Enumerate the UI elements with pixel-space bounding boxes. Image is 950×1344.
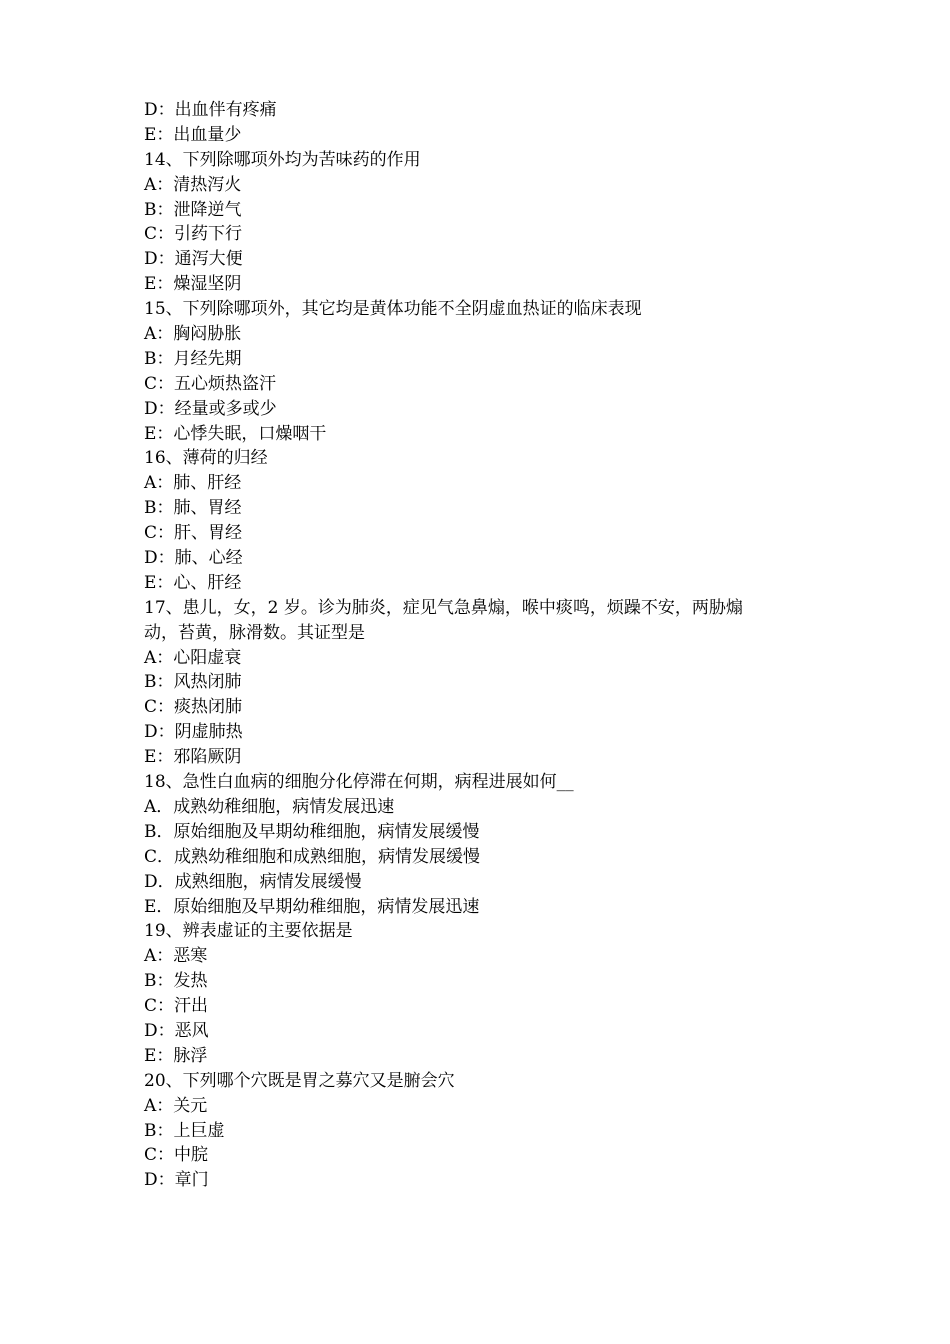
option-line: D：出血伴有疼痛 bbox=[144, 100, 277, 120]
option-line: D：肺、心经 bbox=[144, 548, 243, 569]
option-line: C．成熟幼稚细胞和成熟细胞，病情发展缓慢 bbox=[144, 846, 481, 867]
option-line: B：风热闭肺 bbox=[144, 672, 242, 693]
option-line: B．原始细胞及早期幼稚细胞，病情发展缓慢 bbox=[144, 821, 480, 842]
option-line: E：邪陷厥阴 bbox=[144, 747, 242, 768]
option-line: A：心阳虚衰 bbox=[144, 647, 242, 668]
option-line: E：燥湿坚阴 bbox=[144, 274, 242, 295]
question-line: 14、下列除哪项外均为苦味药的作用 bbox=[144, 149, 421, 170]
option-line: B：月经先期 bbox=[144, 348, 242, 369]
option-line: A．成熟幼稚细胞，病情发展迅速 bbox=[144, 796, 395, 817]
option-line: A：恶寒 bbox=[144, 946, 208, 967]
option-line: A：肺、肝经 bbox=[144, 473, 242, 494]
option-line: D：经量或多或少 bbox=[144, 398, 277, 419]
question-line-continued: 动，苔黄，脉滑数。其证型是 bbox=[144, 622, 365, 643]
option-line: E：出血量少 bbox=[144, 124, 242, 145]
option-line: E：心、肝经 bbox=[144, 572, 242, 593]
option-line: D：章门 bbox=[144, 1170, 209, 1191]
question-line: 15、下列除哪项外，其它均是黄体功能不全阴虚血热证的临床表现 bbox=[144, 299, 642, 320]
option-line: B：上巨虚 bbox=[144, 1120, 225, 1141]
option-line: B：发热 bbox=[144, 971, 208, 992]
option-line: E：脉浮 bbox=[144, 1045, 208, 1066]
option-line: C：痰热闭肺 bbox=[144, 697, 243, 718]
option-line: C：中脘 bbox=[144, 1145, 209, 1166]
option-line: D：阴虚肺热 bbox=[144, 722, 243, 743]
option-line: C：五心烦热盗汗 bbox=[144, 373, 277, 394]
option-line: E．原始细胞及早期幼稚细胞，病情发展迅速 bbox=[144, 896, 480, 917]
document-body bbox=[144, 98, 824, 1193]
option-line: D．成熟细胞，病情发展缓慢 bbox=[144, 871, 362, 892]
question-line: 18、急性白血病的细胞分化停滞在何期，病程进展如何__ bbox=[144, 772, 574, 793]
option-line: A：胸闷胁胀 bbox=[144, 324, 242, 345]
option-line: D：恶风 bbox=[144, 1020, 209, 1041]
option-line: B：泄降逆气 bbox=[144, 199, 242, 220]
option-line: D：通泻大便 bbox=[144, 249, 243, 270]
option-line: E：心悸失眠，口燥咽干 bbox=[144, 423, 327, 444]
option-line: B：肺、胃经 bbox=[144, 498, 242, 519]
option-line: A：关元 bbox=[144, 1095, 208, 1116]
option-line: A：清热泻火 bbox=[144, 174, 242, 195]
option-line: C：引药下行 bbox=[144, 224, 243, 245]
option-line: C：汗出 bbox=[144, 996, 209, 1017]
question-line: 17、患儿，女，2 岁。诊为肺炎，症见气急鼻煽，喉中痰鸣，烦躁不安，两胁煽 bbox=[144, 597, 743, 618]
option-line: C：肝、胃经 bbox=[144, 523, 243, 544]
question-line: 20、下列哪个穴既是胃之募穴又是腑会穴 bbox=[144, 1070, 455, 1091]
question-line: 19、辨表虚证的主要依据是 bbox=[144, 921, 353, 942]
question-line: 16、薄荷的归经 bbox=[144, 448, 268, 469]
